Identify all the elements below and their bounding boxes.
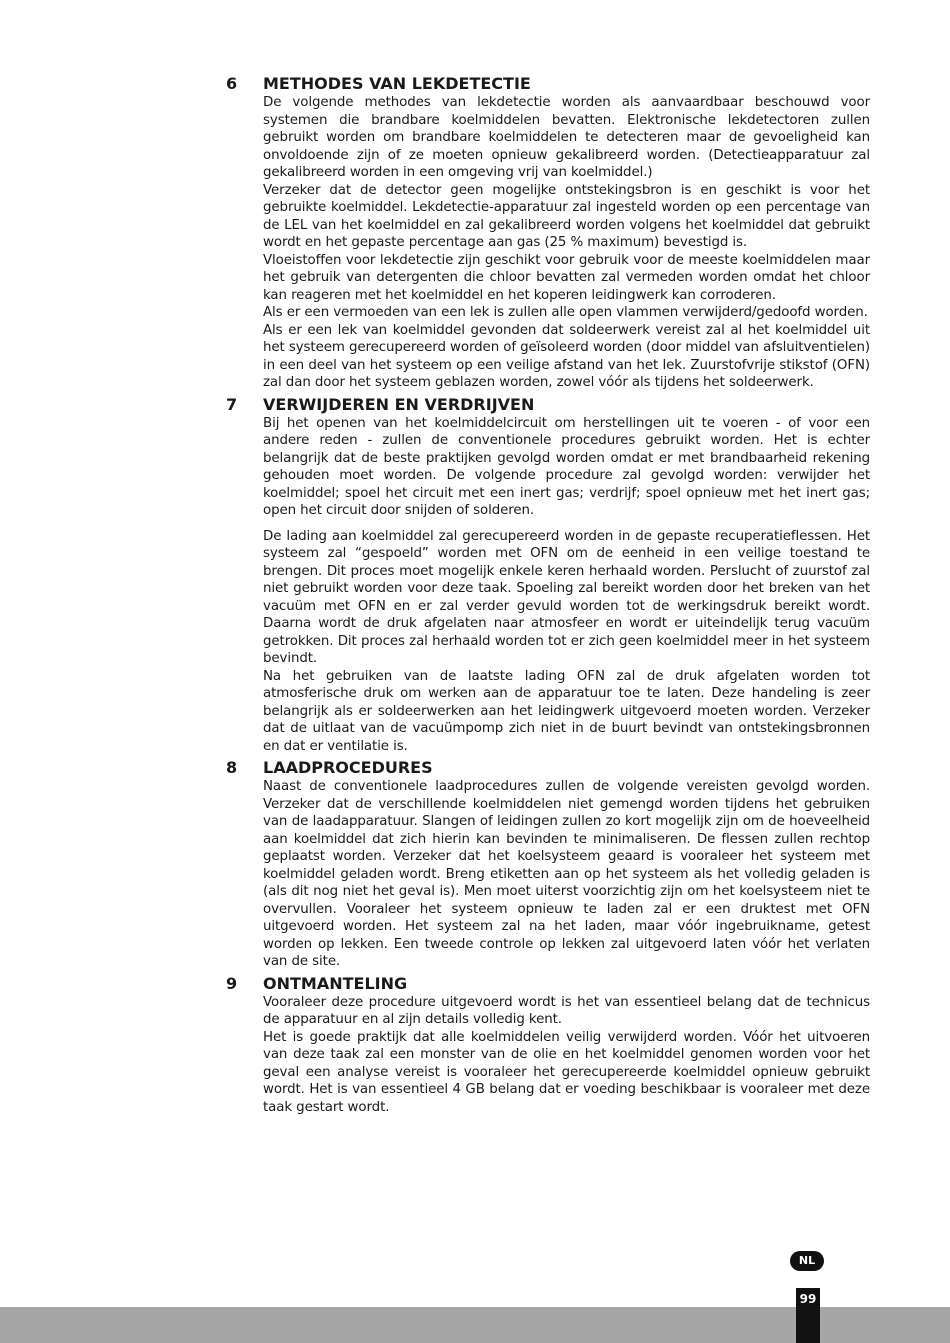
section-heading	[226, 973, 870, 994]
paragraph: Bij het openen van het koelmiddelcircuit om herstellingen uit te voeren - of voor een andere reden - zullen de conventionele procedures gebruikt worden. Het is echter belangrijk dat de beste praktijken gevolgd worden omdat er met brandbaarheid rekening gehouden moet worden. De volgende procedure zal gevolgd worden: verwijder het koelmiddel; spoel het circuit met een inert gas; verdrijf; spoel opnieuw met het inert gas; open het circuit door snijden of solderen.	[263, 415, 870, 518]
paragraph: Na het gebruiken van de laatste lading OFN zal de druk afgelaten worden tot atmosferische druk om werken aan de apparatuur toe te laten. Deze handeling is zeer belangrijk als er soldeerwerken aan het leidingwerk uitgevoerd moeten worden. Verzeker dat de uitlaat van de vacuümpomp zich niet in de buurt bevindt van ontstekingsbronnen en dat er ventilatie is.	[263, 668, 870, 754]
section-body	[263, 994, 870, 1117]
paragraph: Als er een vermoeden van een lek is zullen alle open vlammen verwijderd/gedoofd worden.	[263, 305, 868, 320]
section-number: 6	[226, 74, 238, 93]
section-title: METHODES VAN LEKDETECTIE	[263, 74, 531, 93]
paragraph: Verzeker dat de detector geen mogelijke ontstekingsbron is en geschikt is voor het gebruikte koelmiddel. Lekdetectie-apparatuur zal ingesteld worden op een percentage van de LEL van het koelmiddel en zal gekalibreerd worden volgens het koelmiddel dat gebruikt wordt en het gepaste percentage aan gas (25 % maximum) bevestigd is.	[263, 182, 870, 250]
section-title: LAADPROCEDURES	[263, 758, 433, 777]
section-body	[263, 778, 870, 971]
paragraph: Het is goede praktijk dat alle koelmiddelen veilig verwijderd worden. Vóór het uitvoeren van deze taak zal een monster van de olie en het koelmiddel genomen worden voor het geval een analyse vereist is vooraleer het gerecupereerde koelmiddel opnieuw gebruikt wordt. Het is van essentieel 4 GB belang dat er voeding beschikbaar is vooraleer met deze taak gestart wordt.	[263, 1029, 870, 1115]
section-heading	[226, 73, 870, 94]
section-charging-procedures	[226, 757, 870, 971]
section-heading	[226, 394, 870, 415]
section-removal-evacuation	[226, 394, 870, 756]
section-heading	[226, 757, 870, 778]
section-body	[263, 415, 870, 756]
document-content	[226, 73, 870, 1116]
section-number: 7	[226, 394, 238, 414]
section-title: ONTMANTELING	[263, 973, 408, 993]
paragraph: De volgende methodes van lekdetectie worden als aanvaardbaar beschouwd voor systemen die brandbare koelmiddelen bevatten. Elektronische lekdetectoren zullen gebruikt worden om brandbare koelmiddelen te detecteren maar de gevoeligheid kan onvoldoende zijn of ze moeten opnieuw gekalibreerd worden. (Detectieapparatuur zal gekalibreerd worden in een omgeving vrij van koelmiddel.)	[263, 95, 870, 180]
paragraph: De lading aan koelmiddel zal gerecupereerd worden in de gepaste recuperatieflessen. Het systeem zal “gespoeld” worden met OFN om de eenheid in een veilige toestand te brengen. Dit proces moet mogelijk enkele keren herhaald worden. Perslucht of zuurstof zal niet gebruikt worden voor deze taak. Spoeling zal bereikt worden door het breken van het vacuüm met OFN en er zal verder gevuld worden tot de werkingsdruk bereikt wordt. Daarna wordt de druk afgelaten naar atmosfeer en wordt er uiteindelijk terug vacuüm getrokken. Dit proces zal herhaald worden tot er zich geen koelmiddel meer in het systeem bevindt.	[263, 528, 870, 666]
paragraph: Vloeistoffen voor lekdetectie zijn geschikt voor gebruik voor de meeste koelmiddelen maar het gebruik van detergenten die chloor bevatten zal vermeden worden omdat het chloor kan reageren met het koelmiddel en het koperen leidingwerk kan corroderen.	[263, 252, 870, 303]
paragraph: Naast de conventionele laadprocedures zullen de volgende vereisten gevolgd worden. Verzeker dat de verschillende koelmiddelen niet gemengd worden tijdens het gebruiken van de laadapparatuur. Slangen of leidingen zullen zo kort mogelijk zijn om de hoeveelheid aan koelmiddel dat zich hierin kan bevinden te minimaliseren. De flessen zullen rechtop geplaatst worden. Verzeker dat het koelsysteem geaard is vooraleer het systeem met koelmiddel geladen wordt. Breng etiketten aan op het systeem als het volledig geladen is (als dit nog niet het geval is). Men moet uiterst voorzichtig zijn om het koelsysteem niet te overvullen. Vooraleer het systeem opnieuw te laden zal er een druktest met OFN uitgevoerd worden. Het systeem zal na het laden, maar vóór ingebruikname, getest worden op lekken. Een tweede controle op lekken zal uitgevoerd laten vóór het verlaten van de site.	[263, 779, 870, 969]
section-body	[263, 94, 870, 392]
section-title: VERWIJDEREN EN VERDRIJVEN	[263, 394, 535, 414]
section-number: 8	[226, 758, 238, 777]
paragraph: Als er een lek van koelmiddel gevonden dat soldeerwerk vereist zal al het koelmiddel uit het systeem gerecupereerd worden of geïsoleerd worden (door middel van afsluitventielen) in een deel van het systeem op een veilige afstand van het lek. Zuurstofvrije stikstof (OFN) zal dan door het systeem geblazen worden, zowel vóór als tijdens het soldeerwerk.	[263, 322, 870, 390]
section-leak-detection	[226, 73, 870, 392]
paragraph: Vooraleer deze procedure uitgevoerd wordt is het van essentieel belang dat de technicus de apparatuur en al zijn details volledig kent.	[263, 994, 870, 1027]
section-decommissioning	[226, 973, 870, 1117]
section-number: 9	[226, 973, 238, 993]
language-badge: NL	[790, 1251, 824, 1271]
page-number: 99	[796, 1288, 820, 1343]
